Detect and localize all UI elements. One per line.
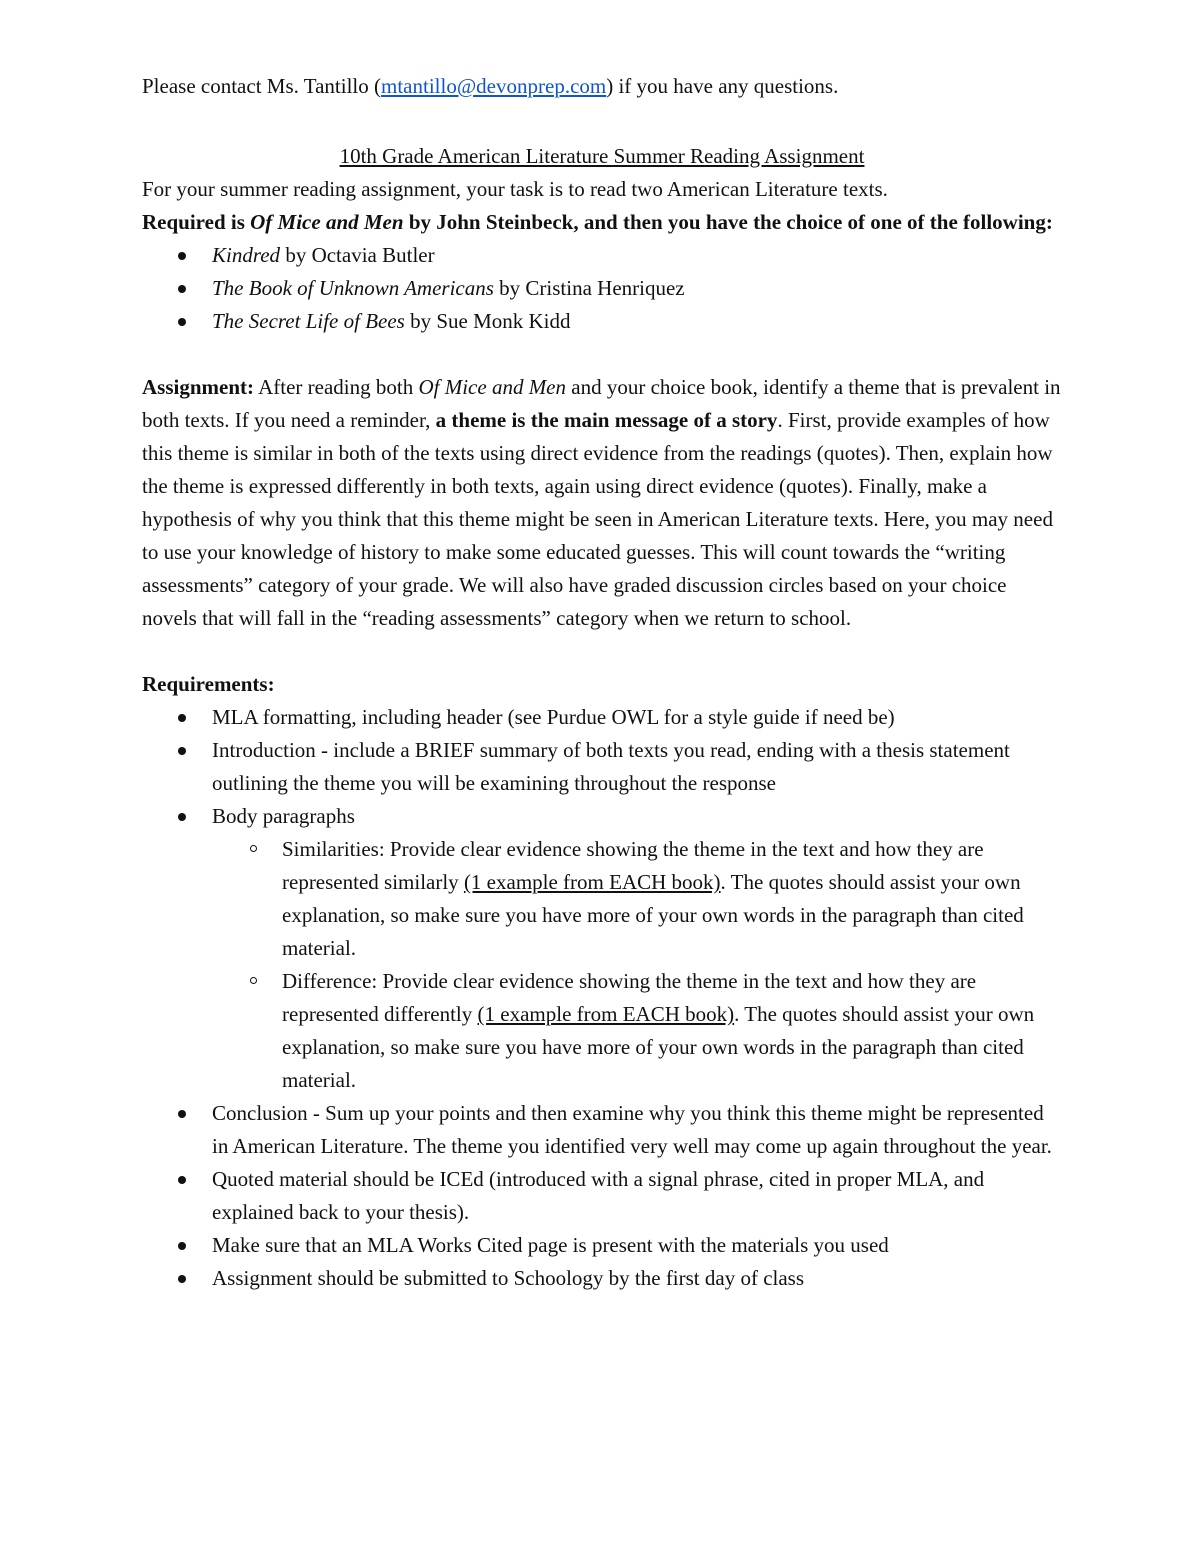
requirements-list [142, 701, 1062, 1295]
book-author: by Cristina Henriquez [493, 276, 685, 300]
spacer [142, 635, 1062, 668]
sublist-item: Difference: Provide clear evidence showing the theme in the text and how they are represented differently (1 example from EACH book). The quotes should assist your own explanation, so make sure you have more of your own words in the paragraph than cited material. [212, 965, 1062, 1097]
choice-list [142, 239, 1062, 338]
contact-line [142, 70, 1062, 103]
book-author: by Sue Monk Kidd [404, 309, 571, 333]
list-item: Make sure that an MLA Works Cited page is present with the materials you used [142, 1229, 1062, 1262]
title-text: 10th Grade American Literature Summer Reading Assignment [339, 144, 865, 168]
list-item: Quoted material should be ICEd (introduced with a signal phrase, cited in proper MLA, and explained back to your thesis). [142, 1163, 1062, 1229]
document-title [142, 140, 1062, 173]
book-title: The Book of Unknown Americans [212, 276, 494, 300]
assignment-label: Assignment: [142, 375, 255, 399]
list-item [142, 239, 1062, 272]
list-item: Conclusion - Sum up your points and then examine why you think this theme might be represented in American Literature. The theme you identified very well may come up again throughout the year. [142, 1097, 1062, 1163]
book-title: Kindred [212, 243, 281, 267]
list-item [142, 800, 1062, 1097]
required-paragraph: Required is Of Mice and Men by John Steinbeck, and then you have the choice of one of the following: [142, 210, 1053, 234]
contact-text: Please contact Ms. Tantillo ( [142, 74, 382, 98]
list-item: Introduction - include a BRIEF summary of both texts you read, ending with a thesis statement outlining the theme you will be examining throughout the response [142, 734, 1062, 800]
body-sublist [212, 833, 1062, 1097]
contact-text-end: ) if you have any questions. [606, 74, 839, 98]
theme-definition: a theme is the main message of a story [435, 408, 778, 432]
document-body [142, 70, 1062, 1295]
spacer [142, 338, 1062, 371]
list-item [142, 305, 1062, 338]
body-paragraphs-label: Body paragraphs [212, 804, 355, 828]
intro-paragraph: For your summer reading assignment, your task is to read two American Literature texts. [142, 177, 888, 201]
list-item: MLA formatting, including header (see Purdue OWL for a style guide if need be) [142, 701, 1062, 734]
email-link[interactable]: mtantillo@devonprep.com [381, 74, 607, 98]
assignment-paragraph: Assignment: After reading both Of Mice and Men and your choice book, identify a theme that is prevalent in both texts. If you need a reminder, a theme is the main message of a story. First, provide examples of how this theme is similar in both of the texts using direct evidence from the readings (quotes). Then, explain how the theme is expressed differently in both texts, again using direct evidence (quotes). Finally, make a hypothesis of why you think that this theme might be seen in American Literature texts. Here, you may need to use your knowledge of history to make some educated guesses. This will count towards the “writing assessments” category of your grade. We will also have graded discussion circles based on your choice novels that will fall in the “reading assessments” category when we return to school. [142, 375, 1061, 630]
required-book-title: Of Mice and Men [250, 210, 404, 234]
book-title: The Secret Life of Bees [212, 309, 405, 333]
list-item [142, 272, 1062, 305]
book-author: by Octavia Butler [280, 243, 435, 267]
requirements-heading: Requirements: [142, 672, 275, 696]
assignment-book-title: Of Mice and Men [418, 375, 567, 399]
sublist-item: Similarities: Provide clear evidence showing the theme in the text and how they are represented similarly (1 example from EACH book). The quotes should assist your own explanation, so make sure you have more of your own words in the paragraph than cited material. [212, 833, 1062, 965]
list-item: Assignment should be submitted to Schoology by the first day of class [142, 1262, 1062, 1295]
